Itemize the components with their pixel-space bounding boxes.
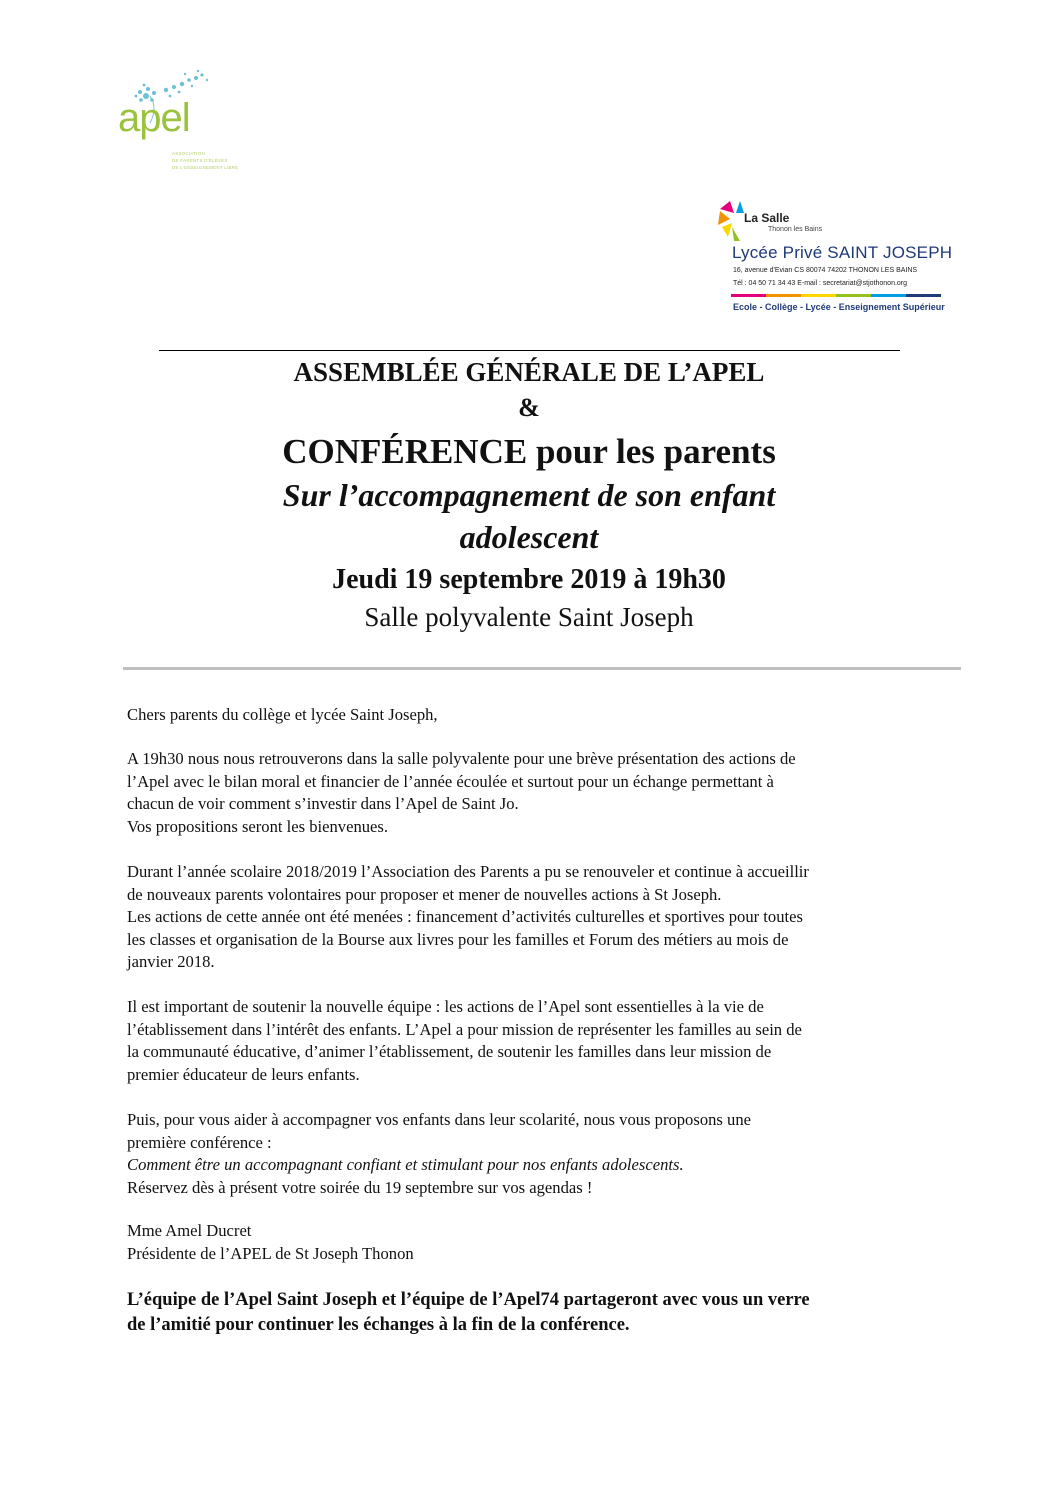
signature-name: Mme Amel Ducret [127,1221,252,1240]
letter-greeting: Chers parents du collège et lycée Saint Joseph, [127,705,438,724]
la-salle-brand: La Salle [744,211,790,225]
letter-paragraph-2: Durant l’année scolaire 2018/2019 l’Association des Parents a pu se renouveler et continue à accueillir de nouveaux parents volontaires pour proposer et mener de nouvelles actions à St Joseph. Les actions de cette année ont été menées : financement d’activités culturelles et sportives pour toutes les classes et organisation de la Bourse aux livres pour les familles et Forum des métiers au mois de janvier 2018. [127,862,809,972]
letter-paragraph-4: Puis, pour vous aider à accompagner vos enfants dans leur scolarité, nous vous proposons une première conférence : Comment être un accompagnant confiant et stimulant pour nos enfants adolescents. Réservez dès à présent votre soirée du 19 septembre sur vos agendas ! [127,1109,947,1199]
school-levels: Ecole - Collège - Lycée - Enseignement Supérieur [733,302,945,312]
signature-block [127,1220,947,1265]
header-divider [159,350,900,351]
event-venue: Salle polyvalente Saint Joseph [364,602,694,632]
school-address: 16, avenue d'Evian CS 80074 74202 THONON LES BAINS [733,267,918,274]
conference-heading: CONFÉRENCE pour les parents [282,432,776,471]
title-ampersand: & [518,393,540,422]
apel-logo-tagline: ASSOCIATION DE PARENTS D'ÉLÈVES DE L'ENSEIGNEMENT LIBRE [172,151,239,170]
closing-note: L’équipe de l’Apel Saint Joseph et l’équipe de l’Apel74 partageront avec vous un verre de l’amitié pour continuer les échanges à la fin de la conférence. [127,1290,810,1335]
conference-topic-line1: Sur l’accompagnement de son enfant [282,477,776,513]
signature-role: Présidente de l’APEL de St Joseph Thonon [127,1243,414,1263]
section-divider [123,667,961,670]
la-salle-city: Thonon les Bains [768,226,823,233]
conference-topic-line2: adolescent [459,519,599,555]
conference-title: Comment être un accompagnant confiant et stimulant pour nos enfants adolescents. [127,1155,684,1175]
school-contact: Tél : 04 50 71 34 43 E-mail : secretariat@stjothonon.org [733,280,908,287]
letter-paragraph-1: A 19h30 nous nous retrouverons dans la salle polyvalente pour une brève présentation des actions de l’Apel avec le bilan moral et financier de l’année écoulée et surtout pour un échange permettant à chacun de voir comment s’investir dans l’Apel de Saint Jo. Vos propositions seront les bienvenues. [127,749,796,836]
school-color-stripes [731,294,941,297]
letter-paragraph-3: Il est important de soutenir la nouvelle équipe : les actions de l’Apel sont essentielles à la vie de l’établissement dans l’intérêt des enfants. L’Apel a pour mission de représenter les familles au sein de la communauté éducative, d’animer l’établissement, de soutenir les familles dans leur mission de premier éducateur de leurs enfants. [127,997,802,1084]
school-title: Lycée Privé SAINT JOSEPH [732,243,953,262]
event-date: Jeudi 19 septembre 2019 à 19h30 [332,564,726,595]
apel-logo-wordmark: apel [118,96,190,140]
page-title: ASSEMBLÉE GÉNÉRALE DE L’APEL [293,357,765,387]
